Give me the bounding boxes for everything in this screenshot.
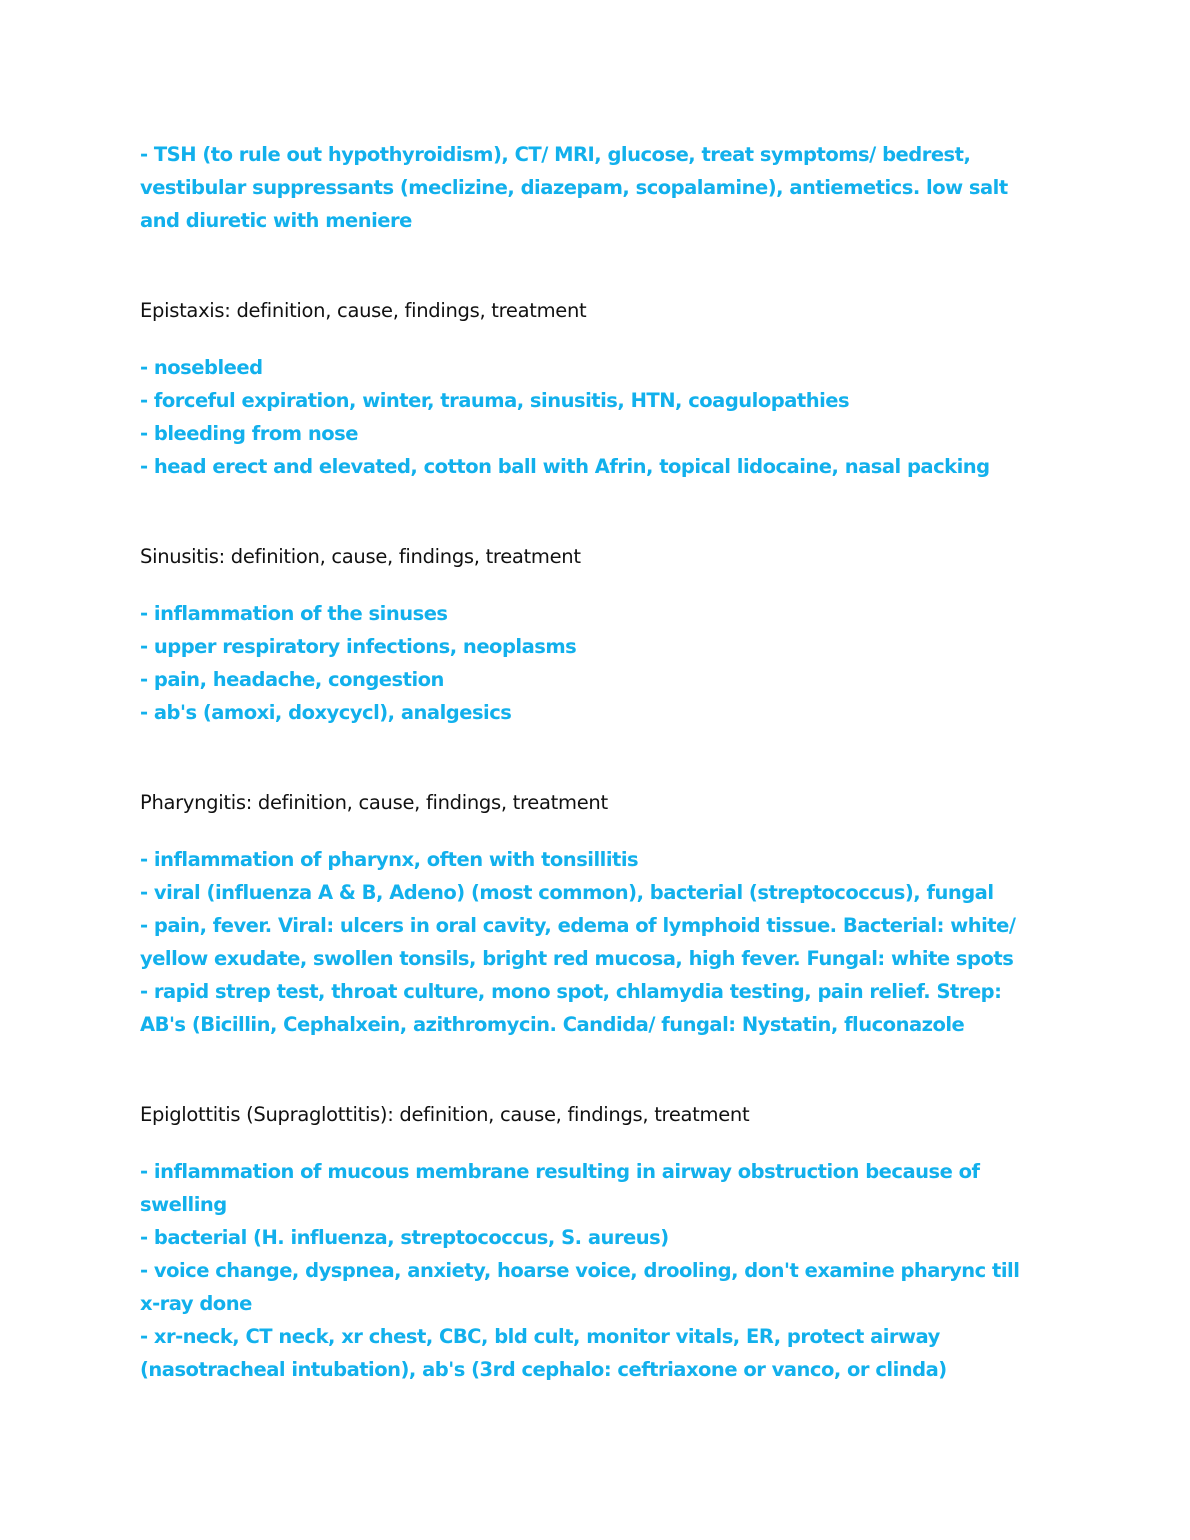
answer-findings: - pain, fever. Viral: ulcers in oral cavity, edema of lymphoid tissue. Bacterial: white/ yellow exudate, swollen tonsils, bright red mucosa, high fever. Fungal: white spots xyxy=(140,914,1016,970)
intro-answer: - TSH (to rule out hypothyroidism), CT/ MRI, glucose, treat symptoms/ bedrest, vestibular suppressants (meclizine, diazepam, scopalamine), antiemetics. low salt and diuretic with meniere xyxy=(140,143,1008,232)
spacer xyxy=(140,729,1040,786)
answer-definition: - inflammation of the sinuses xyxy=(140,602,448,625)
answer-findings: - voice change, dyspnea, anxiety, hoarse voice, drooling, don't examine pharync till x-ray done xyxy=(140,1259,1020,1315)
spacer xyxy=(140,1041,1040,1098)
answer-cause: - forceful expiration, winter, trauma, sinusitis, HTN, coagulopathies xyxy=(140,389,850,412)
spacer xyxy=(140,1131,1040,1155)
answer-cause: - upper respiratory infections, neoplasms xyxy=(140,635,577,658)
spacer xyxy=(140,573,1040,597)
answer-treatment: - ab's (amoxi, doxycycl), analgesics xyxy=(140,701,512,724)
question-epiglottitis: Epiglottitis (Supraglottitis): definition, cause, findings, treatment xyxy=(140,1103,750,1126)
answer-definition: - inflammation of pharynx, often with tonsillitis xyxy=(140,848,639,871)
question-epistaxis: Epistaxis: definition, cause, findings, treatment xyxy=(140,299,587,322)
spacer xyxy=(140,483,1040,540)
spacer xyxy=(140,327,1040,351)
spacer xyxy=(140,819,1040,843)
answer-cause: - viral (influenza A & B, Adeno) (most common), bacterial (streptococcus), fungal xyxy=(140,881,994,904)
answer-findings: - bleeding from nose xyxy=(140,422,358,445)
answer-treatment: - head erect and elevated, cotton ball with Afrin, topical lidocaine, nasal packing xyxy=(140,455,990,478)
answer-treatment: - xr-neck, CT neck, xr chest, CBC, bld cult, monitor vitals, ER, protect airway (nasotracheal intubation), ab's (3rd cephalo: ceftriaxone or vanco, or clinda) xyxy=(140,1325,947,1381)
question-sinusitis: Sinusitis: definition, cause, findings, treatment xyxy=(140,545,581,568)
answer-findings: - pain, headache, congestion xyxy=(140,668,444,691)
answer-cause: - bacterial (H. influenza, streptococcus, S. aureus) xyxy=(140,1226,669,1249)
spacer xyxy=(140,237,1040,294)
answer-definition: - inflammation of mucous membrane resulting in airway obstruction because of swelling xyxy=(140,1160,980,1216)
answer-treatment: - rapid strep test, throat culture, mono spot, chlamydia testing, pain relief. Strep: AB's (Bicillin, Cephalxein, azithromycin. Candida/ fungal: Nystatin, fluconazole xyxy=(140,980,1002,1036)
question-pharyngitis: Pharyngitis: definition, cause, findings, treatment xyxy=(140,791,608,814)
document-page xyxy=(140,138,1040,1386)
answer-definition: - nosebleed xyxy=(140,356,263,379)
